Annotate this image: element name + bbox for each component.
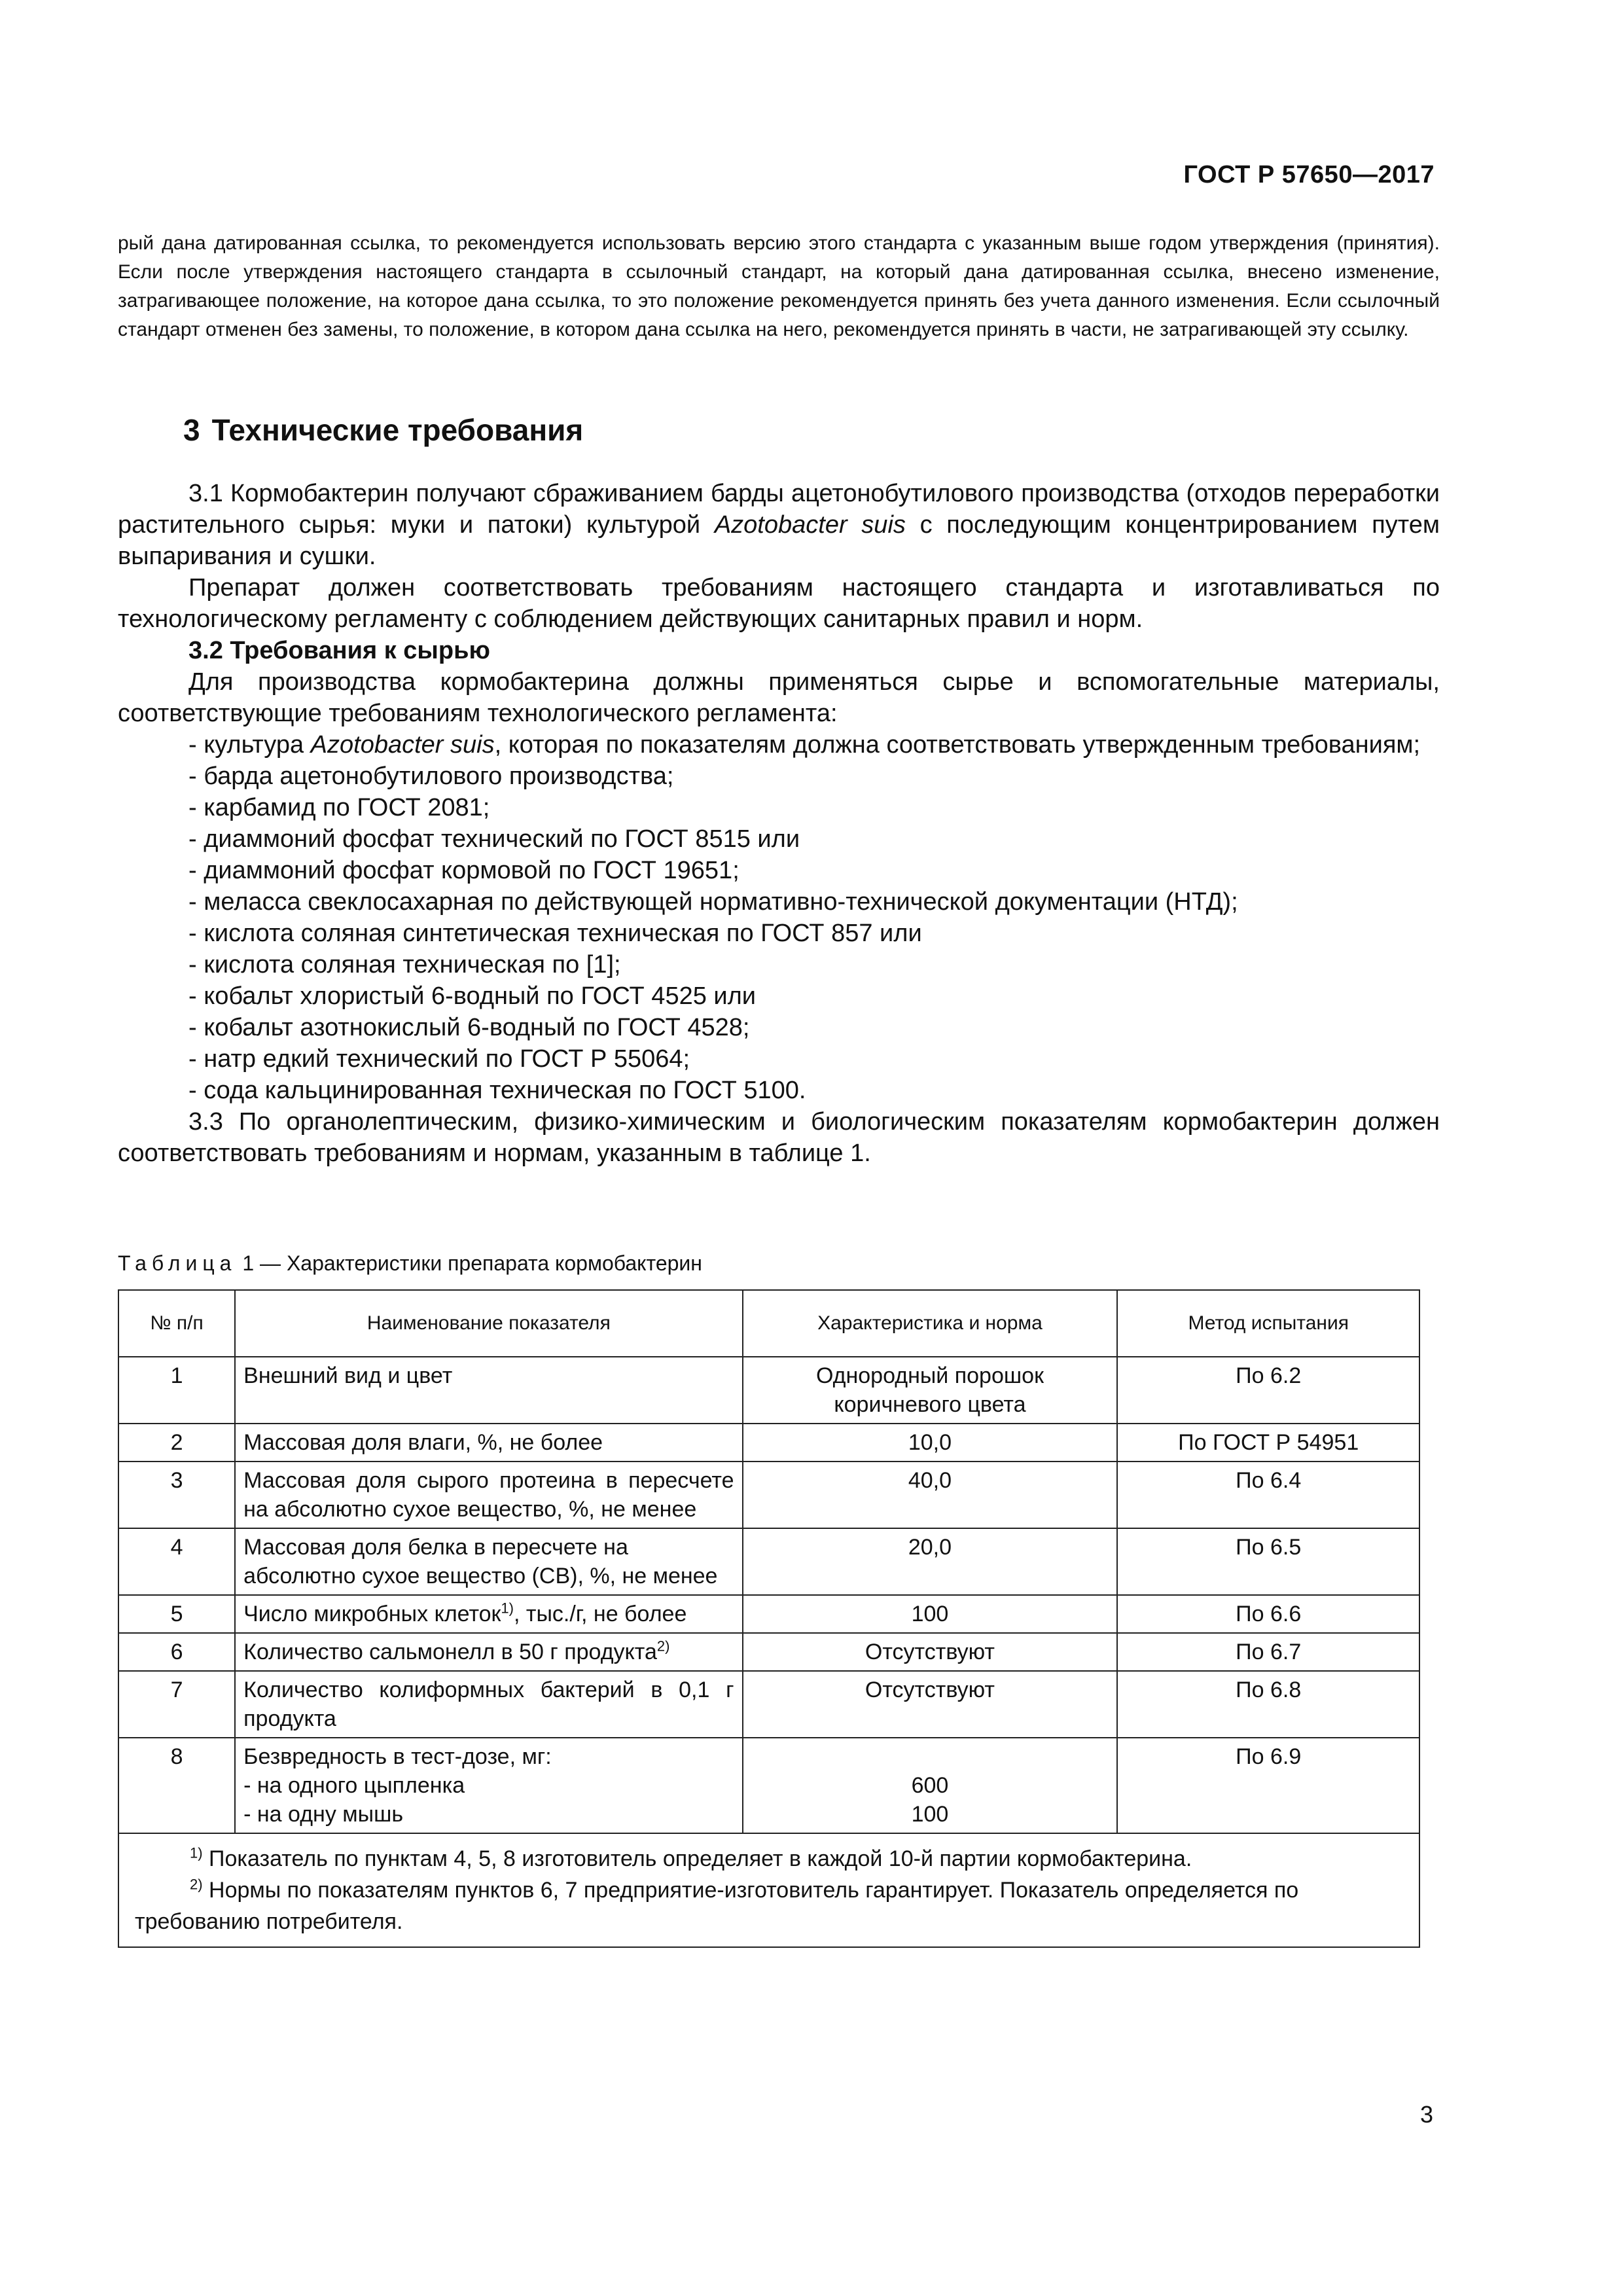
row-name-line: Безвредность в тест-дозе, мг: (243, 1744, 552, 1769)
table-caption (118, 1251, 702, 1276)
paragraph-3-1 (118, 478, 1440, 572)
row-num: 2 (118, 1424, 235, 1462)
table-row (118, 1671, 1419, 1738)
row-name: Внешний вид и цвет (235, 1357, 742, 1424)
row-method: По 6.4 (1117, 1462, 1419, 1528)
row-method: По 6.6 (1117, 1595, 1419, 1633)
row-norm: Отсутствуют (743, 1671, 1118, 1738)
row-norm-line: 600 (911, 1773, 949, 1798)
footnote-mark: 2) (190, 1876, 203, 1893)
species-name-italic: Azotobacter suis (310, 731, 495, 759)
list-item: - сода кальцинированная техническая по ГОСТ 5100. (188, 1077, 806, 1104)
list-item: - натр едкий технический по ГОСТ Р 55064; (188, 1045, 690, 1073)
row-name-line: - на одного цыпленка (243, 1773, 465, 1798)
row-name: Количество колиформных бактерий в 0,1 г продукта (235, 1671, 742, 1738)
row-name (235, 1595, 742, 1633)
table-row (118, 1424, 1419, 1462)
header-name: Наименование показателя (235, 1290, 742, 1357)
footnote-1 (135, 1843, 1403, 1874)
row-name (235, 1738, 742, 1833)
table-footnotes-row (118, 1833, 1419, 1947)
list-item: - кислота соляная техническая по [1]; (188, 951, 621, 978)
header-norm: Характеристика и норма (743, 1290, 1118, 1357)
header-method: Метод испытания (1117, 1290, 1419, 1357)
list-item (118, 729, 1440, 761)
row-name: Массовая доля влаги, %, не более (235, 1424, 742, 1462)
list-item: - карбамид по ГОСТ 2081; (188, 794, 490, 821)
paragraph-3-2: Для производства кормобактерина должны применяться сырье и вспомогательные материалы, соответствующие требованиям технологического регламента: (118, 668, 1440, 727)
row-num: 3 (118, 1462, 235, 1528)
table-caption-prefix: Таблица (118, 1251, 237, 1275)
row-num: 1 (118, 1357, 235, 1424)
list-item: - меласса свеклосахарная по действующей нормативно-технической документации (НТД); (188, 888, 1238, 916)
section-number: 3 (183, 413, 200, 447)
subsection-3-2-title: 3.2 Требования к сырью (188, 637, 490, 664)
footnote-text: Показатель по пунктам 4, 5, 8 изготовитель определяет в каждой 10-й партии кормобактерина. (202, 1846, 1192, 1871)
row-name-part-a: Число микробных клеток (243, 1602, 501, 1626)
section-title-text: Технические требования (211, 413, 584, 447)
footnote-mark: 1) (501, 1600, 514, 1617)
table-row (118, 1528, 1419, 1595)
row-method: По 6.8 (1117, 1671, 1419, 1738)
row-norm: 40,0 (743, 1462, 1118, 1528)
section-3-body (118, 478, 1440, 1169)
list-item: - кобальт азотнокислый 6-водный по ГОСТ 4528; (188, 1014, 750, 1041)
row-name: Массовая доля белка в пересчете на абсолютно сухое вещество (СВ), %, не менее (235, 1528, 742, 1595)
row-norm (743, 1738, 1118, 1833)
row-norm: 10,0 (743, 1424, 1118, 1462)
species-name-italic: Azotobacter suis (714, 511, 906, 539)
row-method: По 6.7 (1117, 1633, 1419, 1671)
footnote-mark: 2) (656, 1638, 670, 1655)
footnote-mark: 1) (190, 1844, 203, 1861)
paragraph-3-1-second: Препарат должен соответствовать требованиям настоящего стандарта и изготавливаться по технологическому регламенту с соблюдением действующих санитарных правил и норм. (118, 574, 1440, 633)
row-norm: Отсутствуют (743, 1633, 1118, 1671)
table-footnotes (118, 1833, 1419, 1947)
row-name-part-b: , тыс./г, не более (513, 1602, 687, 1626)
row-method: По 6.5 (1117, 1528, 1419, 1595)
paragraph-3-1-part-b: с последующим концентрированием путем выпаривания и сушки. (118, 511, 1440, 570)
standard-code-header: ГОСТ Р 57650—2017 (1183, 161, 1435, 188)
row-name: Массовая доля сырого протеина в пересчете на абсолютно сухое вещество, %, не менее (235, 1462, 742, 1528)
list-item: - диаммоний фосфат технический по ГОСТ 8515 или (188, 825, 800, 853)
raw-materials-list (118, 729, 1440, 1106)
intro-paragraph: рый дана датированная ссылка, то рекомендуется использовать версию этого стандарта с указанным выше годом утверждения (принятия). Если после утверждения настоящего стандарта в ссылочный стандарт, на который дана датированная ссылка, внесено изменение, затрагивающее положение, на которое дана ссылка, то это положение рекомендуется принять без учета данного изменения. Если ссылочный стандарт отменен без замены, то положение, в котором дана ссылка на него, рекомендуется принять в части, не затрагивающей эту ссылку. (118, 232, 1440, 340)
row-num: 6 (118, 1633, 235, 1671)
row-num: 4 (118, 1528, 235, 1595)
table-row (118, 1357, 1419, 1424)
list-item: - кобальт хлористый 6-водный по ГОСТ 4525 или (188, 982, 757, 1010)
paragraph-3-3: 3.3 По органолептическим, физико-химическим и биологическим показателям кормобактерин должен соответствовать требованиям и нормам, указанным в таблице 1. (118, 1108, 1440, 1167)
row-num: 7 (118, 1671, 235, 1738)
table-row (118, 1738, 1419, 1833)
footnote-2 (135, 1874, 1403, 1937)
list-item: - барда ацетонобутилового производства; (188, 762, 674, 790)
row-norm: Однородный порошок коричневого цвета (743, 1357, 1118, 1424)
row-name-line: - на одну мышь (243, 1802, 404, 1827)
table-row (118, 1633, 1419, 1671)
list-item-part-a: - культура (188, 731, 311, 759)
row-norm-line: 100 (911, 1802, 949, 1827)
row-norm: 20,0 (743, 1528, 1118, 1595)
table-caption-rest: 1 — Характеристики препарата кормобактерин (236, 1251, 702, 1275)
page-number: 3 (1419, 2101, 1433, 2128)
footnote-text: Нормы по показателям пунктов 6, 7 предприятие-изготовитель гарантирует. Показатель определяется по требованию потребителя. (135, 1878, 1299, 1934)
row-norm: 100 (743, 1595, 1118, 1633)
list-item: - кислота соляная синтетическая техническая по ГОСТ 857 или (188, 920, 922, 947)
header-num: № п/п (118, 1290, 235, 1357)
row-method: По 6.2 (1117, 1357, 1419, 1424)
characteristics-table (118, 1289, 1420, 1948)
row-method: По 6.9 (1117, 1738, 1419, 1833)
section-3-title (183, 412, 583, 448)
row-method: По ГОСТ Р 54951 (1117, 1424, 1419, 1462)
list-item: - диаммоний фосфат кормовой по ГОСТ 19651; (188, 857, 740, 884)
row-num: 8 (118, 1738, 235, 1833)
paragraph-3-1-part-a: 3.1 Кормобактерин получают сбраживанием барды ацетонобутилового производства (отходов переработки растительного сырья: муки и патоки) культурой (118, 480, 1440, 539)
table-row (118, 1595, 1419, 1633)
row-name-part-a: Количество сальмонелл в 50 г продукта (243, 1640, 657, 1664)
table-row (118, 1462, 1419, 1528)
table-header-row (118, 1290, 1419, 1357)
row-num: 5 (118, 1595, 235, 1633)
list-item-part-b: , которая по показателям должна соответствовать утвержденным требованиям; (494, 731, 1421, 759)
row-name (235, 1633, 742, 1671)
